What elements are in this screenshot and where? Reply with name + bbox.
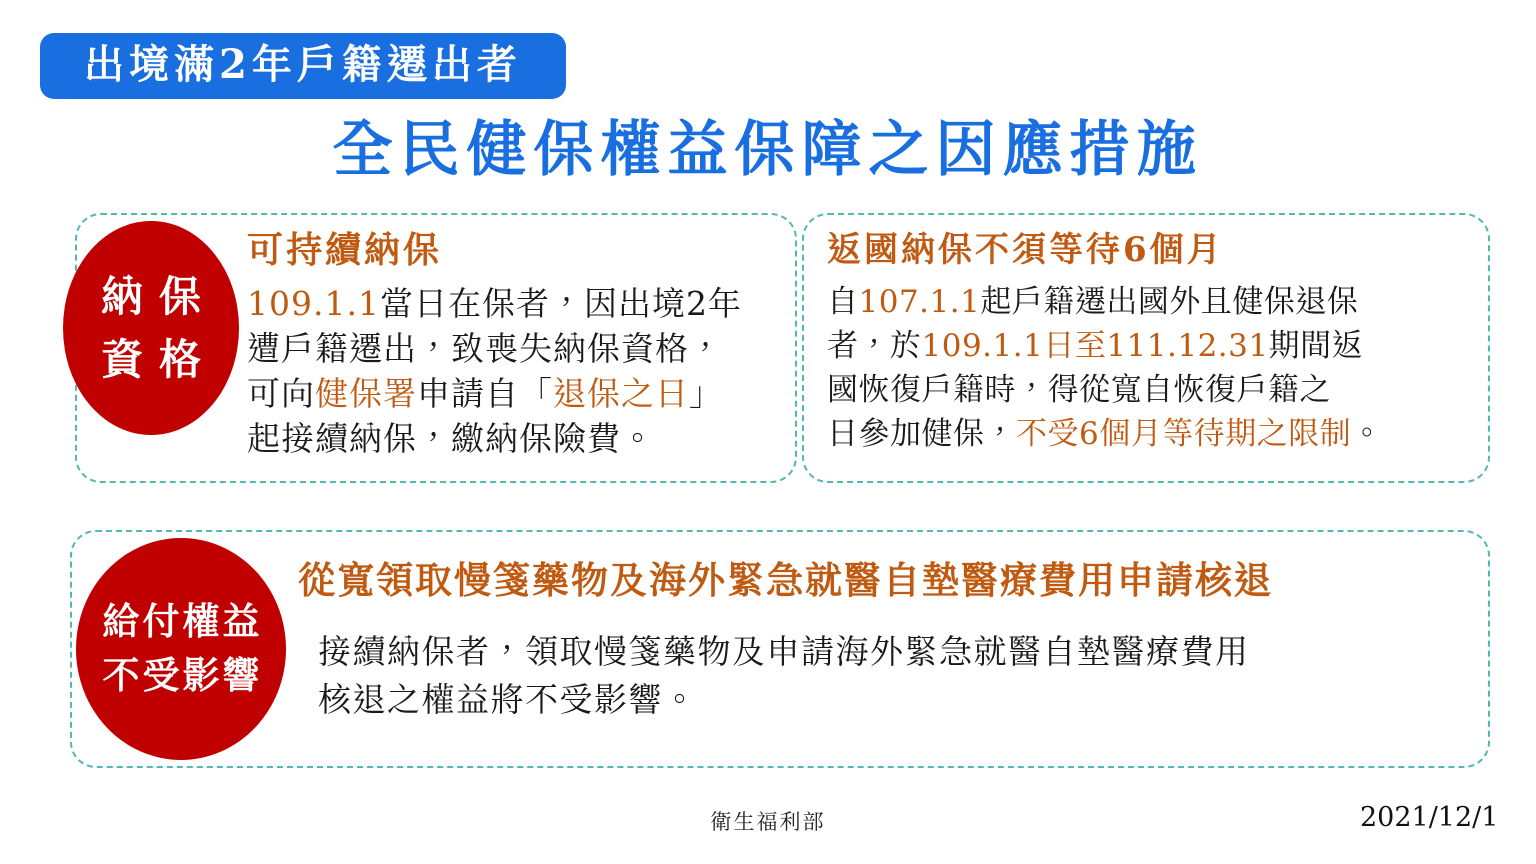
- circle-label-line2: 不受影響: [102, 653, 263, 697]
- circle-label-line2: 資格: [100, 335, 217, 384]
- benefit-rights-circle-badge: [76, 538, 286, 760]
- page-title: 全民健保權益保障之因應措施: [332, 115, 1204, 185]
- section1-left-heading: 可持續納保: [247, 229, 443, 271]
- circle-label-line1: 納保: [100, 272, 217, 321]
- enrollment-qualification-circle-badge: [63, 221, 239, 435]
- circle-label-line1: 給付權益: [102, 599, 263, 644]
- section1-left-body: 109.1.1當日在保者，因出境2年 遭戶籍遷出，致喪失納保資格， 可向健保署申請自「退保之日」 起接續納保，繳納保險費。: [247, 284, 742, 458]
- footer-organization: 衛生福利部: [710, 810, 826, 834]
- section1-right-heading: 返國納保不須等待6個月: [827, 230, 1224, 270]
- header-badge: 出境滿2年戶籍遷出者: [40, 33, 566, 99]
- section2-heading: 從寬領取慢箋藥物及海外緊急就醫自墊醫療費用申請核退: [298, 558, 1273, 602]
- footer-date: 2021/12/1: [1360, 802, 1499, 833]
- section1-right-body: 自107.1.1起戶籍遷出國外且健保退保 者，於109.1.1日至111.12.31期間返 國恢復戶籍時，得從寬自恢復戶籍之 日參加健保，不受6個月等待期之限制。: [827, 284, 1383, 452]
- section2-body: 接續納保者，領取慢箋藥物及申請海外緊急就醫自墊醫療費用 核退之權益將不受影響。: [318, 632, 1250, 719]
